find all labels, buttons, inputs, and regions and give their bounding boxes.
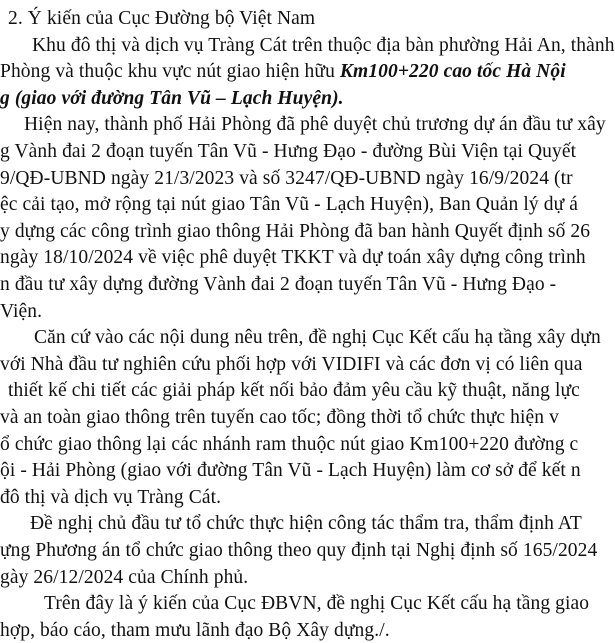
para3-line-7: đô thị và dịch vụ Tràng Cát. [0,486,222,508]
para3-line-3: thiết kế chi tiết các giải pháp kết nối bảo đảm yêu cầu kỹ thuật, năng lực [8,380,580,402]
para4-line-1: Đề nghị chủ đầu tư tổ chức thực hiện công tác thẩm tra, thẩm định AT [30,513,582,535]
section-heading: 2. Ý kiến của Cục Đường bộ Việt Nam [8,8,316,29]
para5-line-2: hợp, báo cáo, tham mưu lãnh đạo Bộ Xây dựng./. [0,619,390,641]
para2-line-6: ngày 18/10/2024 về việc phê duyệt TKKT và dự toán xây dựng công trình [0,247,586,269]
para3-line-1: Căn cứ vào các nội dung nêu trên, đề nghị Cục Kết cấu hạ tầng xây dựn [34,327,601,349]
para5-line-1: Trên đây là ý kiến của Cục ĐBVN, đề nghị Cục Kết cấu hạ tầng giao [44,593,590,615]
para2-line-4: ệc cải tạo, mở rộng tại nút giao Tân Vũ - Lạch Huyện), Ban Quản lý dự á [0,194,578,216]
para3-line-6: ội - Hải Phòng (giao với đường Tân Vũ - Lạch Huyện) làm cơ sở để kết n [0,460,581,482]
para4-line-2: ựng Phương án tổ chức giao thông theo quy định tại Nghị định số 165/2024 [0,540,598,561]
para2-line-3: 9/QĐ-UBND ngày 21/3/2023 và số 3247/QĐ-UBND ngày 16/9/2024 (tr [0,167,573,189]
para1-line-2 [0,60,566,84]
para3-line-4: và an toàn giao thông trên tuyến cao tốc; đồng thời tổ chức thực hiện v [0,407,559,428]
para2-line-8: Viện. [0,300,43,322]
para1-line-3: g (giao với đường Tân Vũ – Lạch Huyện). [0,87,344,109]
para1-line-1: Khu đô thị và dịch vụ Tràng Cát trên thuộc địa bàn phường Hải An, thành [32,34,615,56]
para2-line-7: n đầu tư xây dựng đường Vành đai 2 đoạn tuyến Tân Vũ - Hưng Đạo - [0,274,557,295]
para2-line-1: Hiện nay, thành phố Hải Phòng đã phê duyệt chủ trương dự án đầu tư xây [24,114,606,136]
para3-line-2: với Nhà đầu tư nghiên cứu phối hợp với VIDIFI và các đơn vị có liên qua [0,353,583,375]
para2-line-2: g Vành đai 2 đoạn tuyến Tân Vũ - Hưng Đạo - đường Bùi Viện tại Quyết [0,141,577,162]
para4-line-3: gày 26/12/2024 của Chính phủ. [0,566,249,588]
para1-emphasis-km: Km100+220 cao tốc Hà Nội [339,61,566,83]
para3-line-5: ổ chức giao thông lại các nhánh ram thuộc nút giao Km100+220 đường c [0,433,579,455]
para2-line-5: y dựng các công trình giao thông Hải Phòng đã ban hành Quyết định số 26 [0,220,591,242]
para1-line-2-text: Phòng và thuộc khu vực nút giao hiện hữu [0,61,340,83]
